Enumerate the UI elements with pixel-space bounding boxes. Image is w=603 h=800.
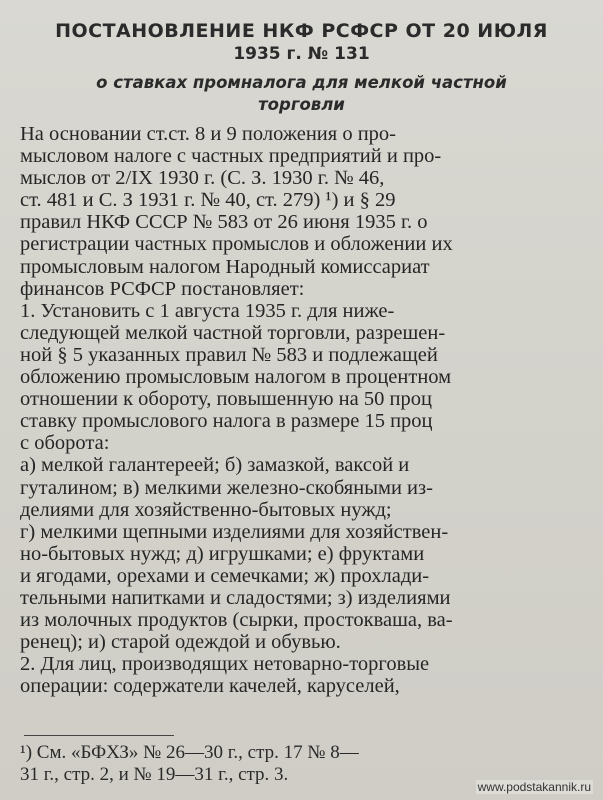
body-line: делиями для хозяйственно-бытовых нужд; — [20, 498, 392, 521]
document-title-line-2: 1935 г. № 131 — [233, 44, 370, 64]
watermark: www.podstakannik.ru — [477, 780, 591, 794]
body-line: и ягодами, орехами и семечками; ж) прохлади- — [20, 564, 430, 587]
body-line: тельными напитками и сладостями; з) изделиями — [20, 586, 451, 609]
body-line: следующей мелкой частной торговли, разрешен- — [20, 321, 446, 344]
body-line: но-бытовых нужд; д) игрушками; е) фруктами — [20, 542, 425, 565]
body-line: 2. Для лиц, производящих нетоварно-торговые — [20, 653, 430, 676]
body-line: регистрации частных промыслов и обложении их — [20, 233, 453, 256]
body-line: правил НКФ СССР № 583 от 26 июня 1935 г. о — [20, 211, 428, 234]
body-line: финансов РСФСР постановляет: — [20, 277, 305, 300]
body-line: с оборота: — [20, 432, 110, 455]
body-line: из молочных продуктов (сырки, простокваша, ва- — [20, 609, 453, 632]
body-line: отношении к обороту, повышенную на 50 проц — [20, 388, 432, 411]
document-body — [20, 123, 583, 697]
body-line: а) мелкой галантереей; б) замазкой, ваксой и — [20, 454, 410, 477]
body-line: операции: содержатели качелей, каруселей, — [20, 675, 400, 698]
body-line: ст. 481 и С. З 1931 г. № 40, ст. 279) ¹) и § 29 — [20, 189, 396, 212]
body-line: На основании ст.ст. 8 и 9 положения о про- — [20, 123, 396, 145]
body-line: г) мелкими щепными изделиями для хозяйствен- — [20, 520, 449, 543]
footnote-divider — [24, 735, 174, 736]
body-line: ной § 5 указанных правил № 583 и подлежащей — [20, 343, 438, 366]
body-line: ставку промыслового налога в размере 15 проц — [20, 410, 433, 433]
footnote-line: 31 г., стр. 2, и № 19—31 г., стр. 3. — [20, 764, 289, 786]
document-title-line-1: ПОСТАНОВЛЕНИЕ НКФ РСФСР ОТ 20 ИЮЛЯ — [55, 20, 548, 42]
document-subtitle-line-2: торговли — [258, 95, 345, 114]
body-line: ренец); и) старой одеждой и обувью. — [20, 631, 341, 654]
body-line: мыслов от 2/IX 1930 г. (С. З. 1930 г. № 46, — [20, 167, 385, 190]
document-subtitle-line-1: о ставках промналога для мелкой частной — [96, 73, 507, 92]
body-line: промысловым налогом Народный комиссариат — [20, 255, 430, 278]
body-line: обложению промысловым налогом в процентном — [20, 366, 452, 389]
body-line: 1. Установить с 1 августа 1935 г. для ниже- — [20, 299, 395, 322]
body-line: гуталином; в) мелкими железно-скобяными из- — [20, 476, 433, 499]
footnote-line: ¹) См. «БФХЗ» № 26—30 г., стр. 17 № 8— — [20, 742, 359, 763]
body-line: мысловом налоге с частных предприятий и про- — [20, 145, 442, 168]
